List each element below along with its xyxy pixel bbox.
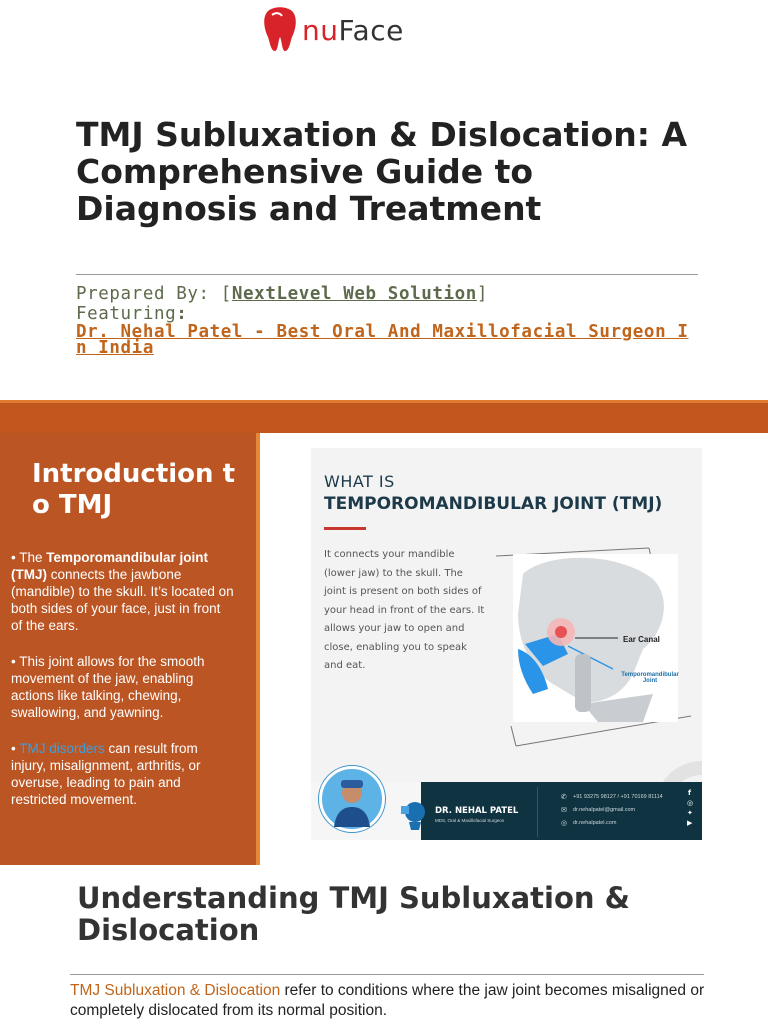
intro-bullet-1: • The Temporomandibular joint (TMJ) connects the jawbone (mandible) to the skull. It’s located on both sides of your face, just in front of the ears. (11, 550, 234, 633)
prepared-by-line: Prepared By: [NextLevel Web Solution] (76, 284, 489, 304)
infographic-what-is: WHAT IS (324, 472, 395, 491)
panel-edge (256, 433, 260, 865)
intro-heading: Introduction to TMJ (32, 459, 236, 520)
doctor-avatar (319, 766, 385, 832)
doctor-website: dr.nehalpatel.com (573, 820, 617, 826)
nuface-logo (262, 6, 404, 54)
intro-bullet-2: • This joint allows for the smooth movement of the jaw, enabling actions like talking, chewing, swallowing, and yawning. (11, 654, 205, 720)
featuring-line: Featuring: (76, 304, 188, 324)
divider (70, 974, 704, 975)
ear-canal-label: Ear Canal (623, 635, 660, 644)
mail-icon: ✉ (561, 806, 567, 814)
doctor-portrait-icon (322, 769, 382, 829)
document-title: TMJ Subluxation & Dislocation: A Comprehensive Guide to Diagnosis and Treatment (76, 115, 687, 228)
doctor-logo-icon (395, 796, 431, 832)
tooth-icon (262, 7, 298, 53)
instagram-icon: ◎ (687, 799, 694, 807)
globe-icon: ◎ (561, 819, 568, 827)
doctor-phone: +91 93275 98127 / +91 70169 81114 (573, 794, 663, 800)
footer-divider (537, 787, 538, 837)
doctor-name: DR. NEHAL PATEL (435, 806, 519, 816)
facebook-icon: f (688, 789, 692, 797)
tmj-infographic (311, 448, 702, 840)
intro-bullet-3: • TMJ disorders can result from injury, misalignment, arthritis, or overuse, leading to pain and restricted movement. (11, 741, 201, 807)
doctor-email: dr.nehalpatel@gmail.com (573, 807, 636, 813)
infographic-title: TEMPOROMANDIBULAR JOINT (TMJ) (324, 494, 663, 514)
youtube-icon: ▶ (687, 819, 693, 827)
tmj-disorders-link[interactable]: TMJ disorders (19, 741, 105, 756)
infographic-body: It connects your mandible (lower jaw) to the skull. The joint is present on both sides of your head in front of the ears. It allows your jaw to open and close, enabling you to speak and eat. (324, 549, 485, 671)
doctor-credentials: MDS, Oral & Maxillofacial Surgeon (435, 818, 505, 823)
section-paragraph: TMJ Subluxation & Dislocation refer to conditions where the jaw joint becomes misaligned or completely dislocated from its normal position. (70, 982, 705, 1019)
orange-band (0, 400, 768, 433)
prepared-by-block (76, 284, 696, 356)
nextlevel-link[interactable]: NextLevel Web Solution (231, 284, 477, 304)
twitter-icon: ✦ (687, 809, 693, 817)
divider (76, 274, 698, 275)
infographic-accent-bar (324, 527, 366, 530)
doctor-link[interactable]: Dr. Nehal Patel - Best Oral And Maxillofacial Surgeon In India (76, 322, 689, 358)
section-heading: Understanding TMJ Subluxation & Dislocation (77, 881, 630, 947)
phone-icon: ✆ (561, 793, 567, 801)
tmj-label: Temporomandibular Joint (621, 672, 679, 684)
logo-wordmark: nuFace (302, 13, 404, 47)
